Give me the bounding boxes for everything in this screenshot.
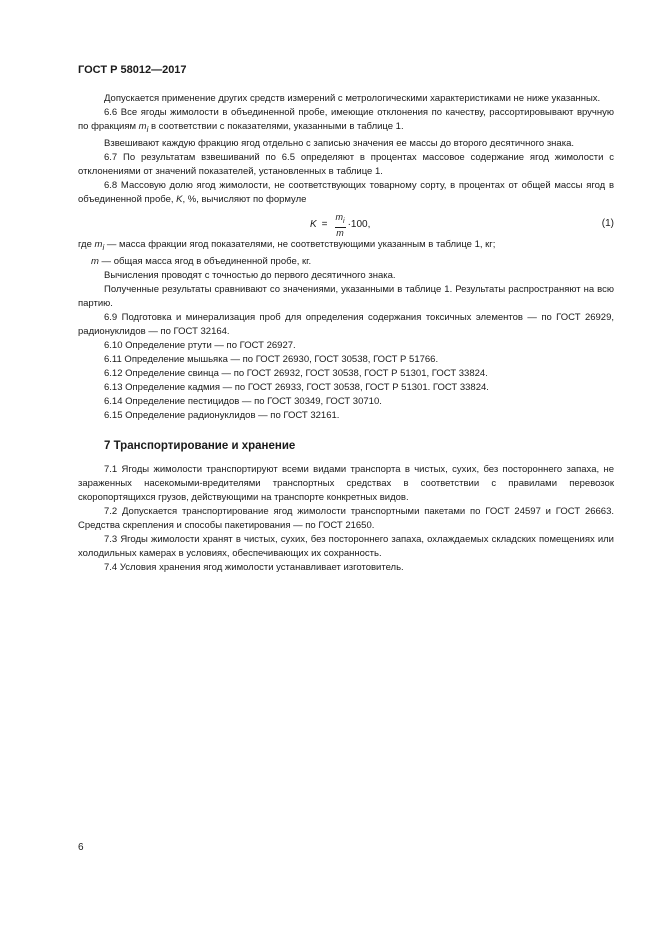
page-content bbox=[78, 92, 614, 575]
paragraph-6-11: 6.11 Определение мышьяка — по ГОСТ 26930, ГОСТ 30538, ГОСТ Р 51766. bbox=[104, 353, 439, 365]
paragraph-7-4: 7.4 Условия хранения ягод жимолости устанавливает изготовитель. bbox=[104, 561, 404, 573]
subscript-i: i bbox=[102, 242, 105, 252]
formula-equals: = bbox=[321, 218, 328, 230]
paragraph-7-1: 7.1 Ягоды жимолости транспортируют всеми видами транспорта в чистых, сухих, без постороннего запаха, не зараженных насекомыми-вредителями транспортных средствах в соответствии с правилами перевозок скоропортящихся грузов, действующими на транспорте конкретных видов. bbox=[78, 463, 614, 503]
paragraph-precision: Вычисления проводят с точностью до первого десятичного знака. bbox=[104, 269, 396, 281]
equation-number: (1) bbox=[601, 217, 614, 229]
formula-multiplier: ·100, bbox=[347, 218, 371, 230]
variable-m: m bbox=[94, 238, 103, 250]
text-run: — общая масса ягод в объединенной пробе, кг. bbox=[98, 255, 312, 267]
paragraph-results: Полученные результаты сравнивают со значениями, указанными в таблице 1. Результаты распространяют на всю партию. bbox=[78, 283, 614, 309]
paragraph-6-12: 6.12 Определение свинца — по ГОСТ 26932, ГОСТ 30538, ГОСТ Р 51301, ГОСТ 33824. bbox=[104, 367, 488, 379]
document-header: ГОСТ Р 58012—2017 bbox=[78, 64, 187, 76]
paragraph-6-10: 6.10 Определение ртути — по ГОСТ 26927. bbox=[104, 339, 296, 351]
text-run: — масса фракции ягод показателями, не соответствующими указанным в таблице 1, кг; bbox=[104, 238, 496, 250]
subscript-i: i bbox=[146, 124, 149, 134]
variable-m: m bbox=[91, 255, 99, 267]
page-number: 6 bbox=[78, 842, 84, 853]
fraction-numerator bbox=[335, 212, 346, 228]
paragraph-7-3: 7.3 Ягоды жимолости хранят в чистых, сухих, без постороннего запаха, охлаждаемых складских помещениях или холодильных камерах в условиях, обеспечивающих их сохранность. bbox=[78, 533, 614, 559]
where-line-2 bbox=[78, 255, 614, 269]
formula-lhs: K bbox=[310, 218, 317, 230]
where-line-1 bbox=[78, 238, 614, 255]
fraction-denominator: m bbox=[336, 227, 344, 238]
formula-fraction bbox=[335, 212, 346, 238]
numerator-sub: i bbox=[343, 217, 345, 225]
paragraph-6-8 bbox=[78, 179, 614, 207]
text-run: 6.6 Все ягоды жимолости в объединенной пробе, имеющие отклонения по качеству, рассортировывают вручную по фракциям bbox=[78, 107, 614, 132]
paragraph-6-6 bbox=[78, 106, 614, 137]
formula-1 bbox=[78, 208, 614, 238]
paragraph-7-2: 7.2 Допускается транспортирование ягод жимолости транспортными пакетами по ГОСТ 24597 и ГОСТ 26663. Средства скрепления и способы пакетирования — по ГОСТ 21650. bbox=[78, 505, 614, 531]
numerator-var: m bbox=[335, 211, 344, 222]
formula-expression bbox=[310, 212, 370, 238]
paragraph-other-instruments: Допускается применение других средств измерений с метрологическими характеристиками не ниже указанных. bbox=[104, 93, 601, 104]
paragraph-6-14: 6.14 Определение пестицидов — по ГОСТ 30349, ГОСТ 30710. bbox=[104, 395, 382, 407]
paragraph-6-13: 6.13 Определение кадмия — по ГОСТ 26933, ГОСТ 30538, ГОСТ Р 51301. ГОСТ 33824. bbox=[104, 381, 489, 393]
text-run: 6.8 Массовую долю ягод жимолости, не соответствующих товарному сорту, в процентах от общей массы ягод в объединенной пробе, bbox=[78, 179, 614, 205]
section-7-heading: 7 Транспортирование и хранение bbox=[104, 439, 296, 452]
variable-k: K bbox=[176, 193, 183, 205]
variable-m: m bbox=[138, 121, 147, 132]
paragraph-weigh: Взвешивают каждую фракцию ягод отдельно с записью значения ее массы до второго десятичного знака. bbox=[104, 137, 574, 149]
text-run: , %, вычисляют по формуле bbox=[182, 193, 307, 205]
text-run: где bbox=[78, 238, 95, 250]
paragraph-6-15: 6.15 Определение радионуклидов — по ГОСТ 32161. bbox=[104, 409, 340, 421]
text-run: в соответствии с показателями, указанными в таблице 1. bbox=[148, 121, 404, 132]
paragraph-6-9: 6.9 Подготовка и минерализация проб для определения содержания токсичных элементов — по ГОСТ 26929, радионуклидов — по ГОСТ 32164. bbox=[78, 311, 614, 337]
paragraph-6-7: 6.7 По результатам взвешиваний по 6.5 определяют в процентах массовое содержание ягод жимолости с отклонениями от значений показателей, установленных в таблице 1. bbox=[78, 151, 614, 177]
